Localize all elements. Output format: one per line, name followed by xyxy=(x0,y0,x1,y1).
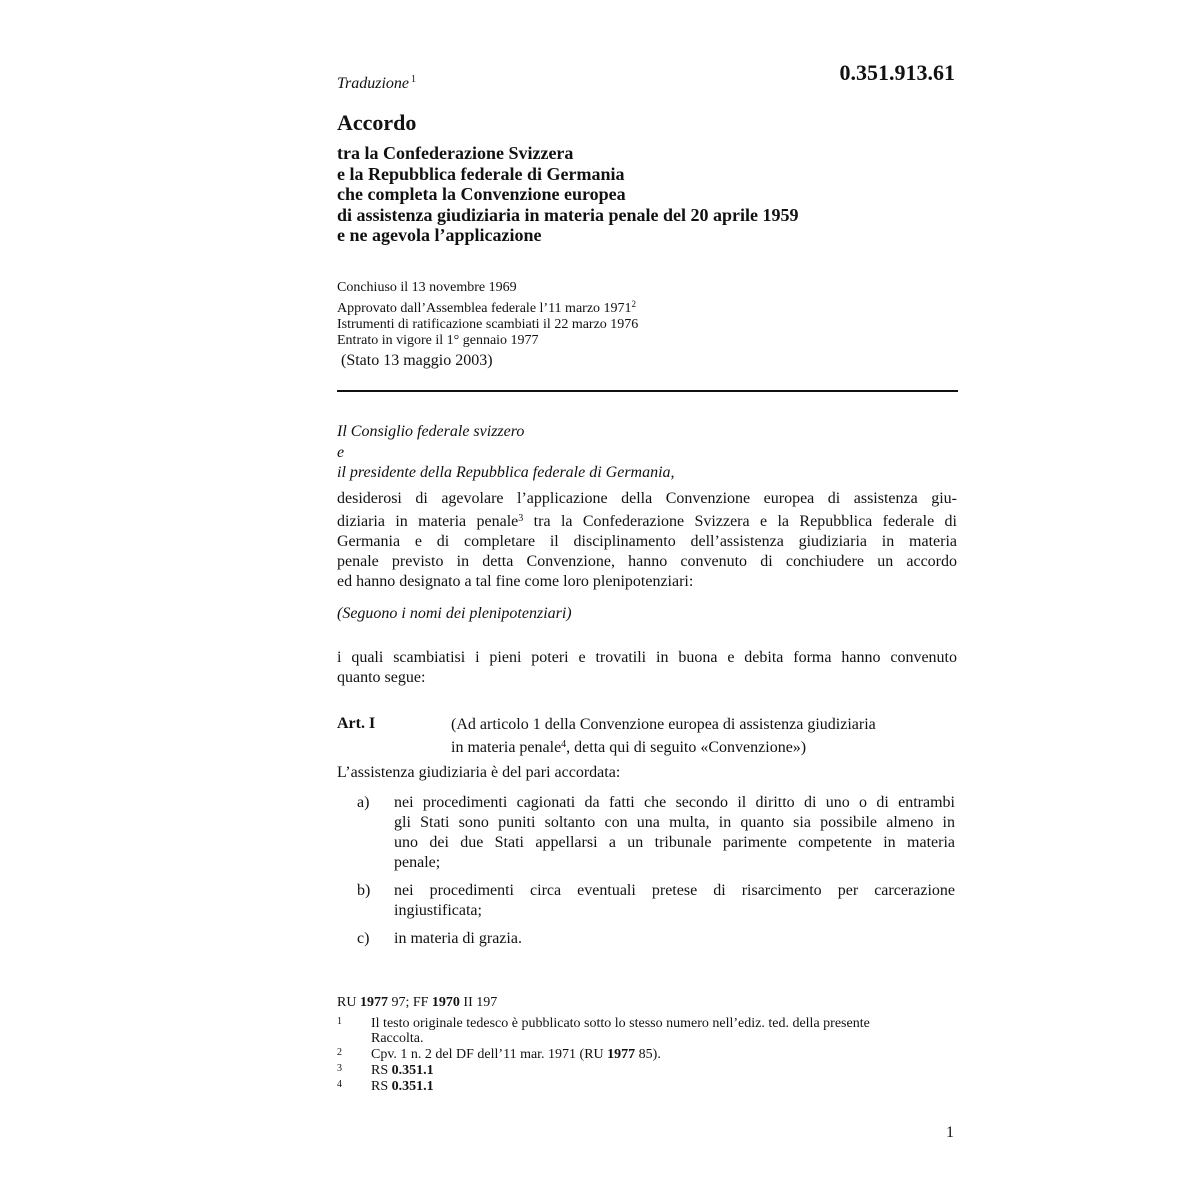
contracting-parties xyxy=(337,422,957,484)
ratification-date: Istrumenti di ratificazione scambiati il 22 marzo 1976 xyxy=(337,317,639,332)
in-force-date: Entrato in vigore il 1° gennaio 1977 xyxy=(337,333,539,348)
list-item-line: nei procedimenti circa eventuali pretese di risarcimento per carcerazione xyxy=(394,882,955,899)
agreement-line: i quali scambiatisi i pieni poteri e trovatili in buona e debita forma hanno convenuto xyxy=(337,649,957,666)
subtitle-line: tra la Confederazione Svizzera xyxy=(337,143,574,163)
article-intro: L’assistenza giudiziaria è del pari accordata: xyxy=(337,764,621,781)
subtitle-line: che completa la Convenzione europea xyxy=(337,184,626,204)
footnote-text xyxy=(371,1063,957,1078)
preamble-paragraph xyxy=(337,489,957,592)
footnote-number: 3 xyxy=(337,1063,342,1074)
status-date: (Stato 13 maggio 2003) xyxy=(341,352,493,369)
preamble-text: tra la Confederazione Svizzera e la Repubblica federale di xyxy=(523,513,958,530)
list-item-text xyxy=(394,881,955,921)
approved-date xyxy=(337,296,638,317)
article-heading-line: (Ad articolo 1 della Convenzione europea di assistenza giudiziaria xyxy=(451,716,876,733)
preamble-line xyxy=(337,509,957,532)
subtitle-line: di assistenza giudiziaria in materia penale del 20 aprile 1959 xyxy=(337,204,799,225)
article-heading xyxy=(451,715,957,758)
article-heading-text: , detta qui di seguito «Convenzione») xyxy=(566,739,807,756)
footnote-bold[interactable]: 0.351.1 xyxy=(391,1063,434,1078)
approved-text: Approvato dall’Assemblea federale l’11 marzo 1971 xyxy=(337,301,632,316)
footnote-line: RS xyxy=(371,1079,392,1094)
preamble-line: Germania e di completare il disciplinamento dell’assistenza giudiziaria in materia xyxy=(337,533,957,550)
sr-number: 0.351.913.61 xyxy=(839,60,955,85)
list-item-letter: a) xyxy=(357,794,370,811)
footnote-line: RS xyxy=(371,1063,392,1078)
preamble-text: diziaria in materia penale xyxy=(337,513,519,530)
list-item-line: gli Stati sono puniti soltanto con una multa, in quanto sia possibile almeno in xyxy=(394,814,955,831)
party-conjunction: e xyxy=(337,443,345,461)
footnote-line: Il testo originale tedesco è pubblicato sotto lo stesso numero nell’ediz. ted. della presente xyxy=(371,1016,870,1031)
list-item-text xyxy=(394,793,955,873)
list-item-line: nei procedimenti cagionati da fatti che secondo il diritto di uno o di entrambi xyxy=(394,794,955,811)
list-item-letter: b) xyxy=(357,882,371,899)
subtitle-line: e la Repubblica federale di Germania xyxy=(337,163,625,184)
list-item-line: ingiustificata; xyxy=(394,902,482,919)
footnote-line: Raccolta. xyxy=(371,1031,424,1046)
section-divider xyxy=(337,390,958,392)
footnote-text xyxy=(371,1016,957,1046)
preamble-line: desiderosi di agevolare l’applicazione della Convenzione europea di assistenza giu- xyxy=(337,490,957,507)
source-reference xyxy=(337,995,497,1011)
document-subtitle xyxy=(337,143,799,246)
footnote-bold: 1977 xyxy=(607,1047,636,1062)
footnote-number: 4 xyxy=(337,1079,342,1090)
footnote-ref-4[interactable]: 4 xyxy=(561,739,567,750)
document-title: Accordo xyxy=(337,110,417,135)
agreement-line: quanto segue: xyxy=(337,669,426,686)
source-year: 1970 xyxy=(431,995,460,1010)
subtitle-line: e ne agevola l’applicazione xyxy=(337,225,542,245)
list-item-letter: c) xyxy=(357,930,370,947)
source-text: 97; FF xyxy=(387,995,432,1010)
article-heading-line xyxy=(451,735,957,758)
footnote-number: 1 xyxy=(337,1016,342,1027)
list-item-line: uno dei due Stati appellarsi a un tribunale parimente competente in materia xyxy=(394,834,955,851)
list-item-line: penale; xyxy=(394,854,441,871)
concluded-date: Conchiuso il 13 novembre 1969 xyxy=(337,280,517,295)
source-year: 1977 xyxy=(359,995,388,1010)
footnote-text xyxy=(371,1047,957,1062)
footnote-line: 85). xyxy=(635,1047,661,1062)
footnote-bold[interactable]: 0.351.1 xyxy=(391,1079,434,1094)
agreement-clause xyxy=(337,648,957,688)
party-swiss: Il Consiglio federale svizzero xyxy=(337,423,525,440)
footnote-ref-3[interactable]: 3 xyxy=(518,513,524,524)
footnote-number: 2 xyxy=(337,1047,342,1058)
document-metadata xyxy=(337,280,638,349)
source-text: RU xyxy=(337,995,360,1010)
preamble-line: penale previsto in detta Convenzione, hanno convenuto di conchiudere un accordo xyxy=(337,553,957,570)
footnote-line: Cpv. 1 n. 2 del DF dell’11 mar. 1971 (RU xyxy=(371,1047,608,1062)
plenipotentiaries-note: (Seguono i nomi dei plenipotenziari) xyxy=(337,605,572,622)
list-item-text xyxy=(394,929,955,949)
footnote-text xyxy=(371,1079,957,1094)
article-label: Art. I xyxy=(337,715,376,732)
translation-label xyxy=(337,74,416,93)
preamble-line: ed hanno designato a tal fine come loro plenipotenziari: xyxy=(337,573,694,590)
party-germany: il presidente della Repubblica federale di Germania, xyxy=(337,464,675,481)
source-text: II 197 xyxy=(459,995,498,1010)
footnote-ref-1[interactable]: 1 xyxy=(411,74,417,85)
article-heading-text: in materia penale xyxy=(451,739,562,756)
list-item-line: in materia di grazia. xyxy=(394,930,522,947)
page-number: 1 xyxy=(946,1124,954,1141)
footnote-ref-2[interactable]: 2 xyxy=(631,299,637,309)
translation-text: Traduzione xyxy=(337,75,410,92)
